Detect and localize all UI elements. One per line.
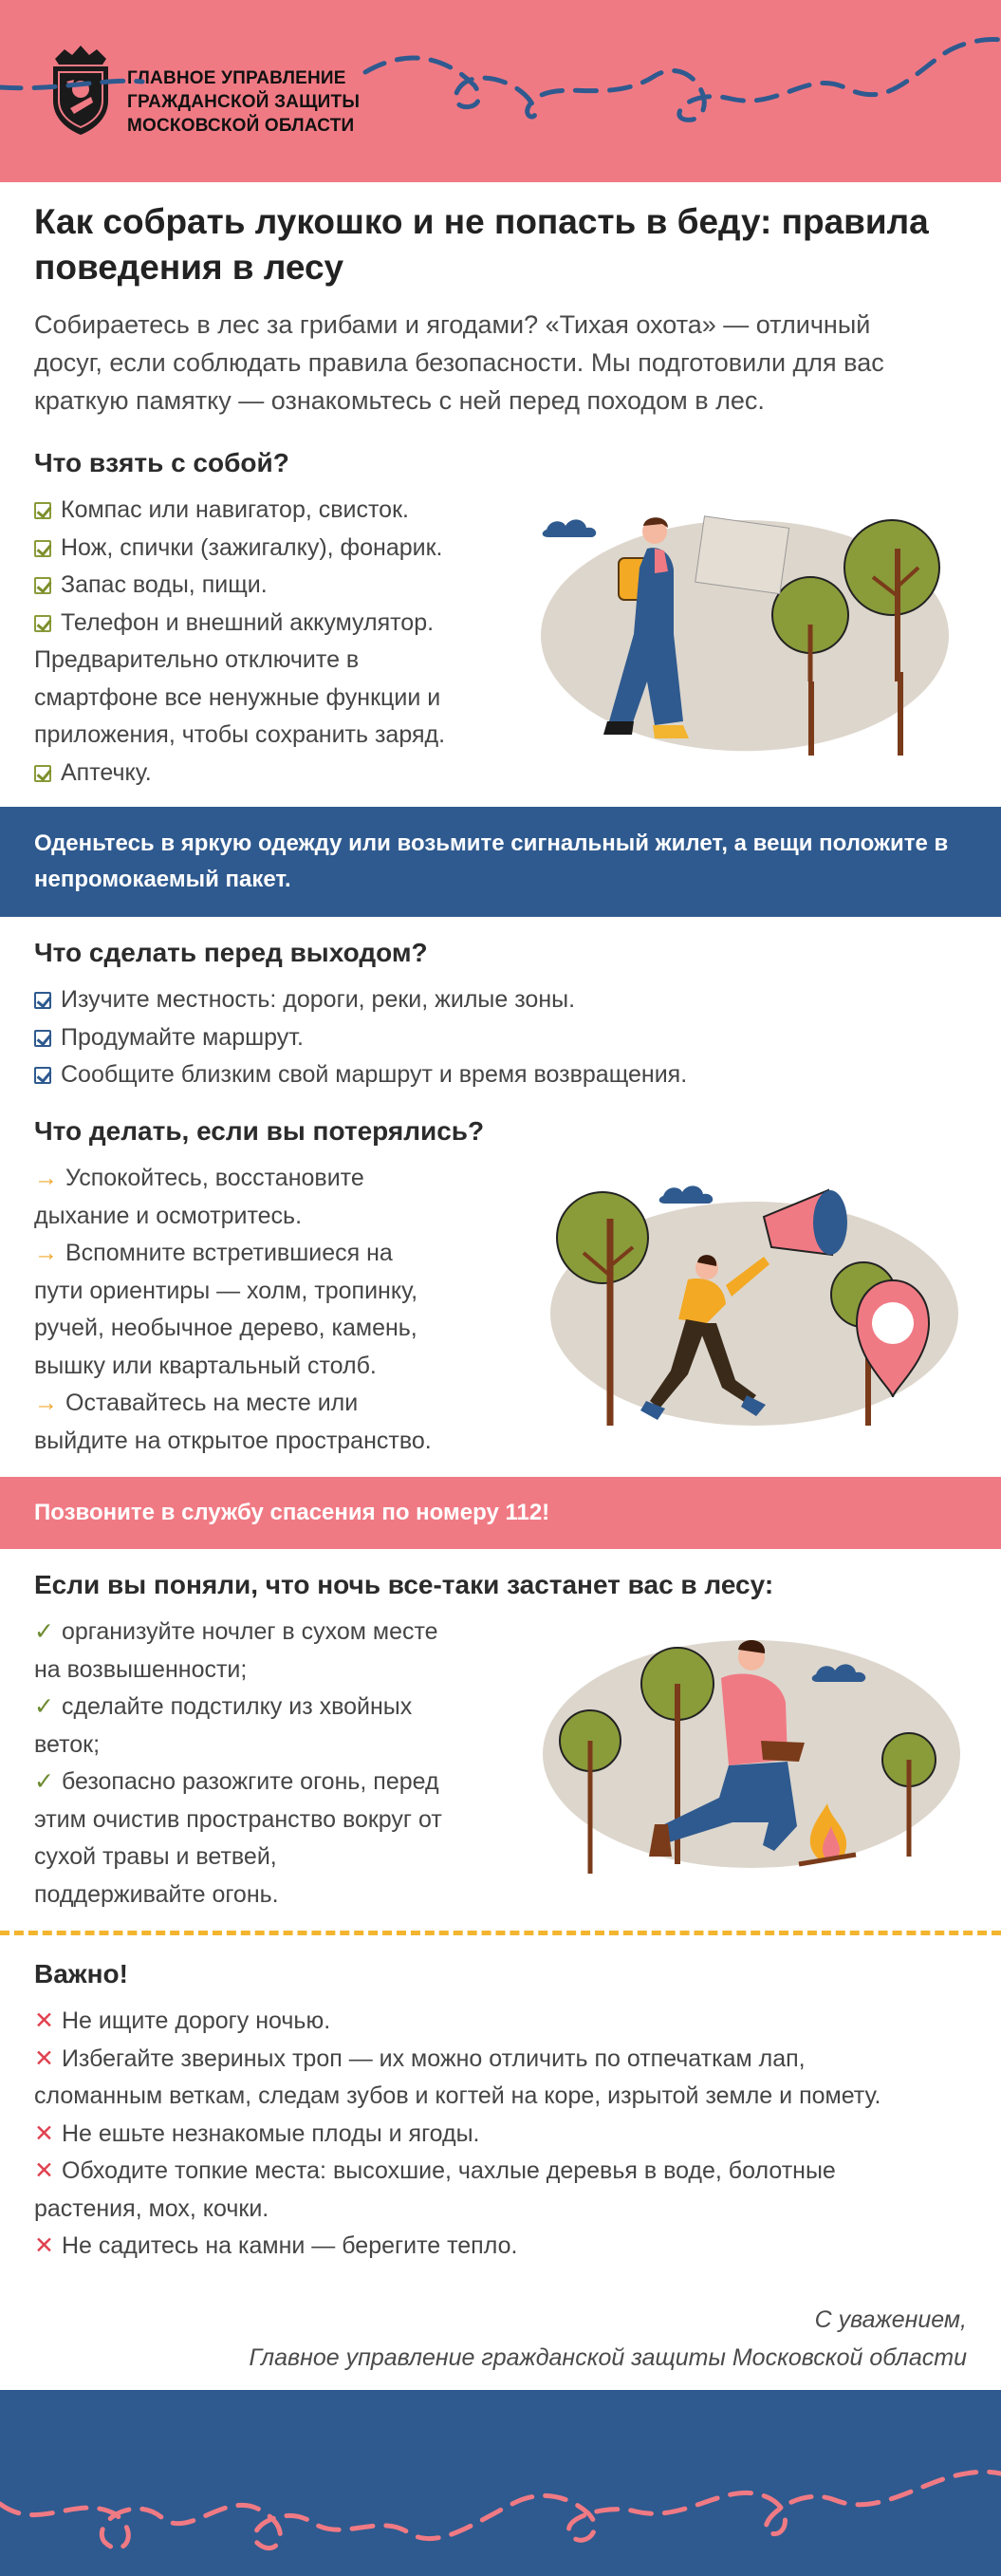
checkbox-checked-icon — [34, 1067, 51, 1084]
list-item-continuation: веток; — [34, 1730, 101, 1758]
note-text: приложения, чтобы сохранить заряд. — [34, 721, 446, 748]
before-exit-list — [34, 981, 964, 1094]
list-item-continuation: дыхание и осмотритесь. — [34, 1202, 303, 1229]
checkbox-checked-icon — [34, 1030, 51, 1047]
list-item — [34, 567, 528, 605]
list-item — [34, 492, 528, 530]
list-item-text: Оставайтесь на месте или — [65, 1390, 359, 1416]
lost-list — [34, 1160, 528, 1460]
list-item — [34, 1019, 964, 1057]
cross-icon: ✕ — [34, 2044, 54, 2072]
list-item-continuation: ручей, необычное дерево, камень, — [34, 1315, 417, 1341]
list-item — [34, 1614, 547, 1652]
section-heading-before-exit: Что сделать перед выходом? — [34, 938, 428, 967]
cloud-icon — [659, 1185, 714, 1204]
header-banner — [0, 0, 1001, 182]
list-item-text: Успокойтесь, восстановите — [65, 1165, 364, 1191]
banner-text: Оденьтесь в яркую одежду или возьмите сигнальный жилет, а вещи положите в непромокаемый пакет. — [34, 831, 949, 892]
org-line: ГРАЖДАНСКОЙ ЗАЩИТЫ — [127, 92, 361, 112]
list-item-text: Запас воды, пищи. — [61, 571, 268, 598]
signature-org: Главное управление гражданской защиты Московской области — [249, 2344, 967, 2371]
list-item-text: организуйте ночлег в сухом месте — [61, 1618, 438, 1645]
page-title: Как собрать лукошко и не попасть в беду: правила поведения в лесу — [34, 202, 929, 287]
take-along-list — [34, 492, 528, 792]
list-item — [34, 2228, 973, 2266]
section-heading-night: Если вы поняли, что ночь все-таки застанет вас в лесу: — [34, 1570, 774, 1599]
list-item — [34, 1160, 528, 1198]
checkbox-checked-icon — [34, 502, 51, 519]
hiker-with-map-illustration — [541, 511, 958, 767]
night-list — [34, 1614, 547, 1913]
signature — [250, 2301, 967, 2377]
list-item — [34, 1385, 528, 1423]
cross-icon: ✕ — [34, 2157, 54, 2184]
list-item-text: сделайте подстилку из хвойных — [61, 1693, 413, 1720]
list-item-text: безопасно разожгите огонь, перед — [61, 1768, 439, 1795]
list-item-text: Избегайте звериных троп — их можно отличить по отпечаткам лап, — [61, 2044, 806, 2072]
note-text: Предварительно отключите в — [34, 646, 360, 673]
list-item-continuation: выйдите на открытое пространство. — [34, 1427, 432, 1454]
list-item-text: Сообщите близким свой маршрут и время возвращения. — [61, 1061, 688, 1088]
checkbox-checked-icon — [34, 992, 51, 1009]
org-line: МОСКОВСКОЙ ОБЛАСТИ — [127, 116, 355, 136]
section-divider — [0, 1931, 1001, 1935]
clothing-advice-banner — [0, 807, 1001, 917]
list-item — [34, 2116, 973, 2154]
lost-person-megaphone-illustration — [546, 1181, 963, 1437]
list-item — [34, 1235, 528, 1273]
checkbox-checked-icon — [34, 540, 51, 557]
intro-paragraph: Собираетесь в лес за грибами и ягодами? «Тихая охота» — отличный досуг, если соблюдать правила безопасности. Мы подготовили для вас краткую памятку — ознакомьтесь с ней перед походом в лес. — [34, 310, 884, 415]
cross-icon: ✕ — [34, 2119, 54, 2147]
list-item-text: Компас или навигатор, свисток. — [61, 496, 409, 523]
list-item-continuation: сломанным веткам, следам зубов и когтей на коре, изрытой земле и помету. — [34, 2082, 881, 2109]
list-item — [34, 1764, 547, 1801]
list-item — [34, 2153, 973, 2191]
decorative-dashed-path — [0, 2390, 1001, 2576]
arrow-right-icon: → — [34, 1390, 58, 1416]
checkmark-icon: ✓ — [34, 1618, 54, 1645]
list-item — [34, 530, 528, 568]
arrow-right-icon: → — [34, 1240, 58, 1266]
list-item — [34, 755, 528, 793]
list-item-continuation: поддерживайте огонь. — [34, 1880, 279, 1908]
list-item-text: Не ешьте незнакомые плоды и ягоды. — [61, 2119, 480, 2147]
list-item-continuation: сухой травы и ветвей, — [34, 1843, 277, 1870]
list-item-continuation: пути ориентиры — холм, тропинку, — [34, 1277, 418, 1304]
list-item-text: Продумайте маршрут. — [61, 1023, 304, 1051]
checkbox-checked-icon — [34, 615, 51, 632]
arrow-right-icon: → — [34, 1165, 58, 1191]
campfire-illustration — [543, 1636, 960, 1893]
checkbox-checked-icon — [34, 577, 51, 594]
list-item-text: Обходите топкие места: высохшие, чахлые деревья в воде, болотные — [61, 2157, 836, 2184]
list-item — [34, 2003, 973, 2041]
list-item — [34, 981, 964, 1019]
cross-icon: ✕ — [34, 2232, 54, 2259]
list-item-text: Изучите местность: дороги, реки, жилые зоны. — [61, 986, 576, 1013]
checkmark-icon: ✓ — [34, 1693, 54, 1720]
signature-greeting: С уважением, — [814, 2306, 967, 2333]
footer-banner — [0, 2390, 1001, 2576]
list-item-continuation: вышку или квартальный столб. — [34, 1352, 377, 1379]
list-item — [34, 1056, 964, 1094]
checkmark-icon: ✓ — [34, 1768, 54, 1795]
decorative-dashed-path — [0, 0, 1001, 182]
banner-text: Позвоните в службу спасения по номеру 112! — [34, 1500, 550, 1525]
list-item — [34, 2041, 973, 2079]
list-item-continuation: этим очистив пространство вокруг от — [34, 1805, 442, 1833]
call-rescue-banner — [0, 1477, 1001, 1549]
org-line: ГЛАВНОЕ УПРАВЛЕНИЕ — [127, 68, 346, 88]
section-heading-lost: Что делать, если вы потерялись? — [34, 1116, 485, 1146]
list-item-text: Телефон и внешний аккумулятор. — [61, 608, 435, 636]
section-heading-take-along: Что взять с собой? — [34, 448, 289, 477]
important-list — [34, 2003, 973, 2266]
list-item-text: Вспомните встретившиеся на — [65, 1240, 393, 1266]
list-item-text: Не ищите дорогу ночью. — [61, 2007, 331, 2034]
list-item-continuation: растения, мох, кочки. — [34, 2194, 269, 2222]
cloud-icon — [543, 519, 597, 537]
list-item — [34, 605, 528, 643]
list-item-text: Не садитесь на камни — берегите тепло. — [61, 2232, 518, 2259]
list-item — [34, 1689, 547, 1727]
checkbox-checked-icon — [34, 765, 51, 782]
section-heading-important: Важно! — [34, 1959, 128, 1988]
note-text: смартфоне все ненужные функции и — [34, 683, 441, 711]
list-item-text: Аптечку. — [61, 758, 152, 786]
list-item-text: Нож, спички (зажигалку), фонарик. — [61, 533, 443, 561]
cross-icon: ✕ — [34, 2007, 54, 2034]
list-item-continuation: на возвышенности; — [34, 1655, 248, 1683]
